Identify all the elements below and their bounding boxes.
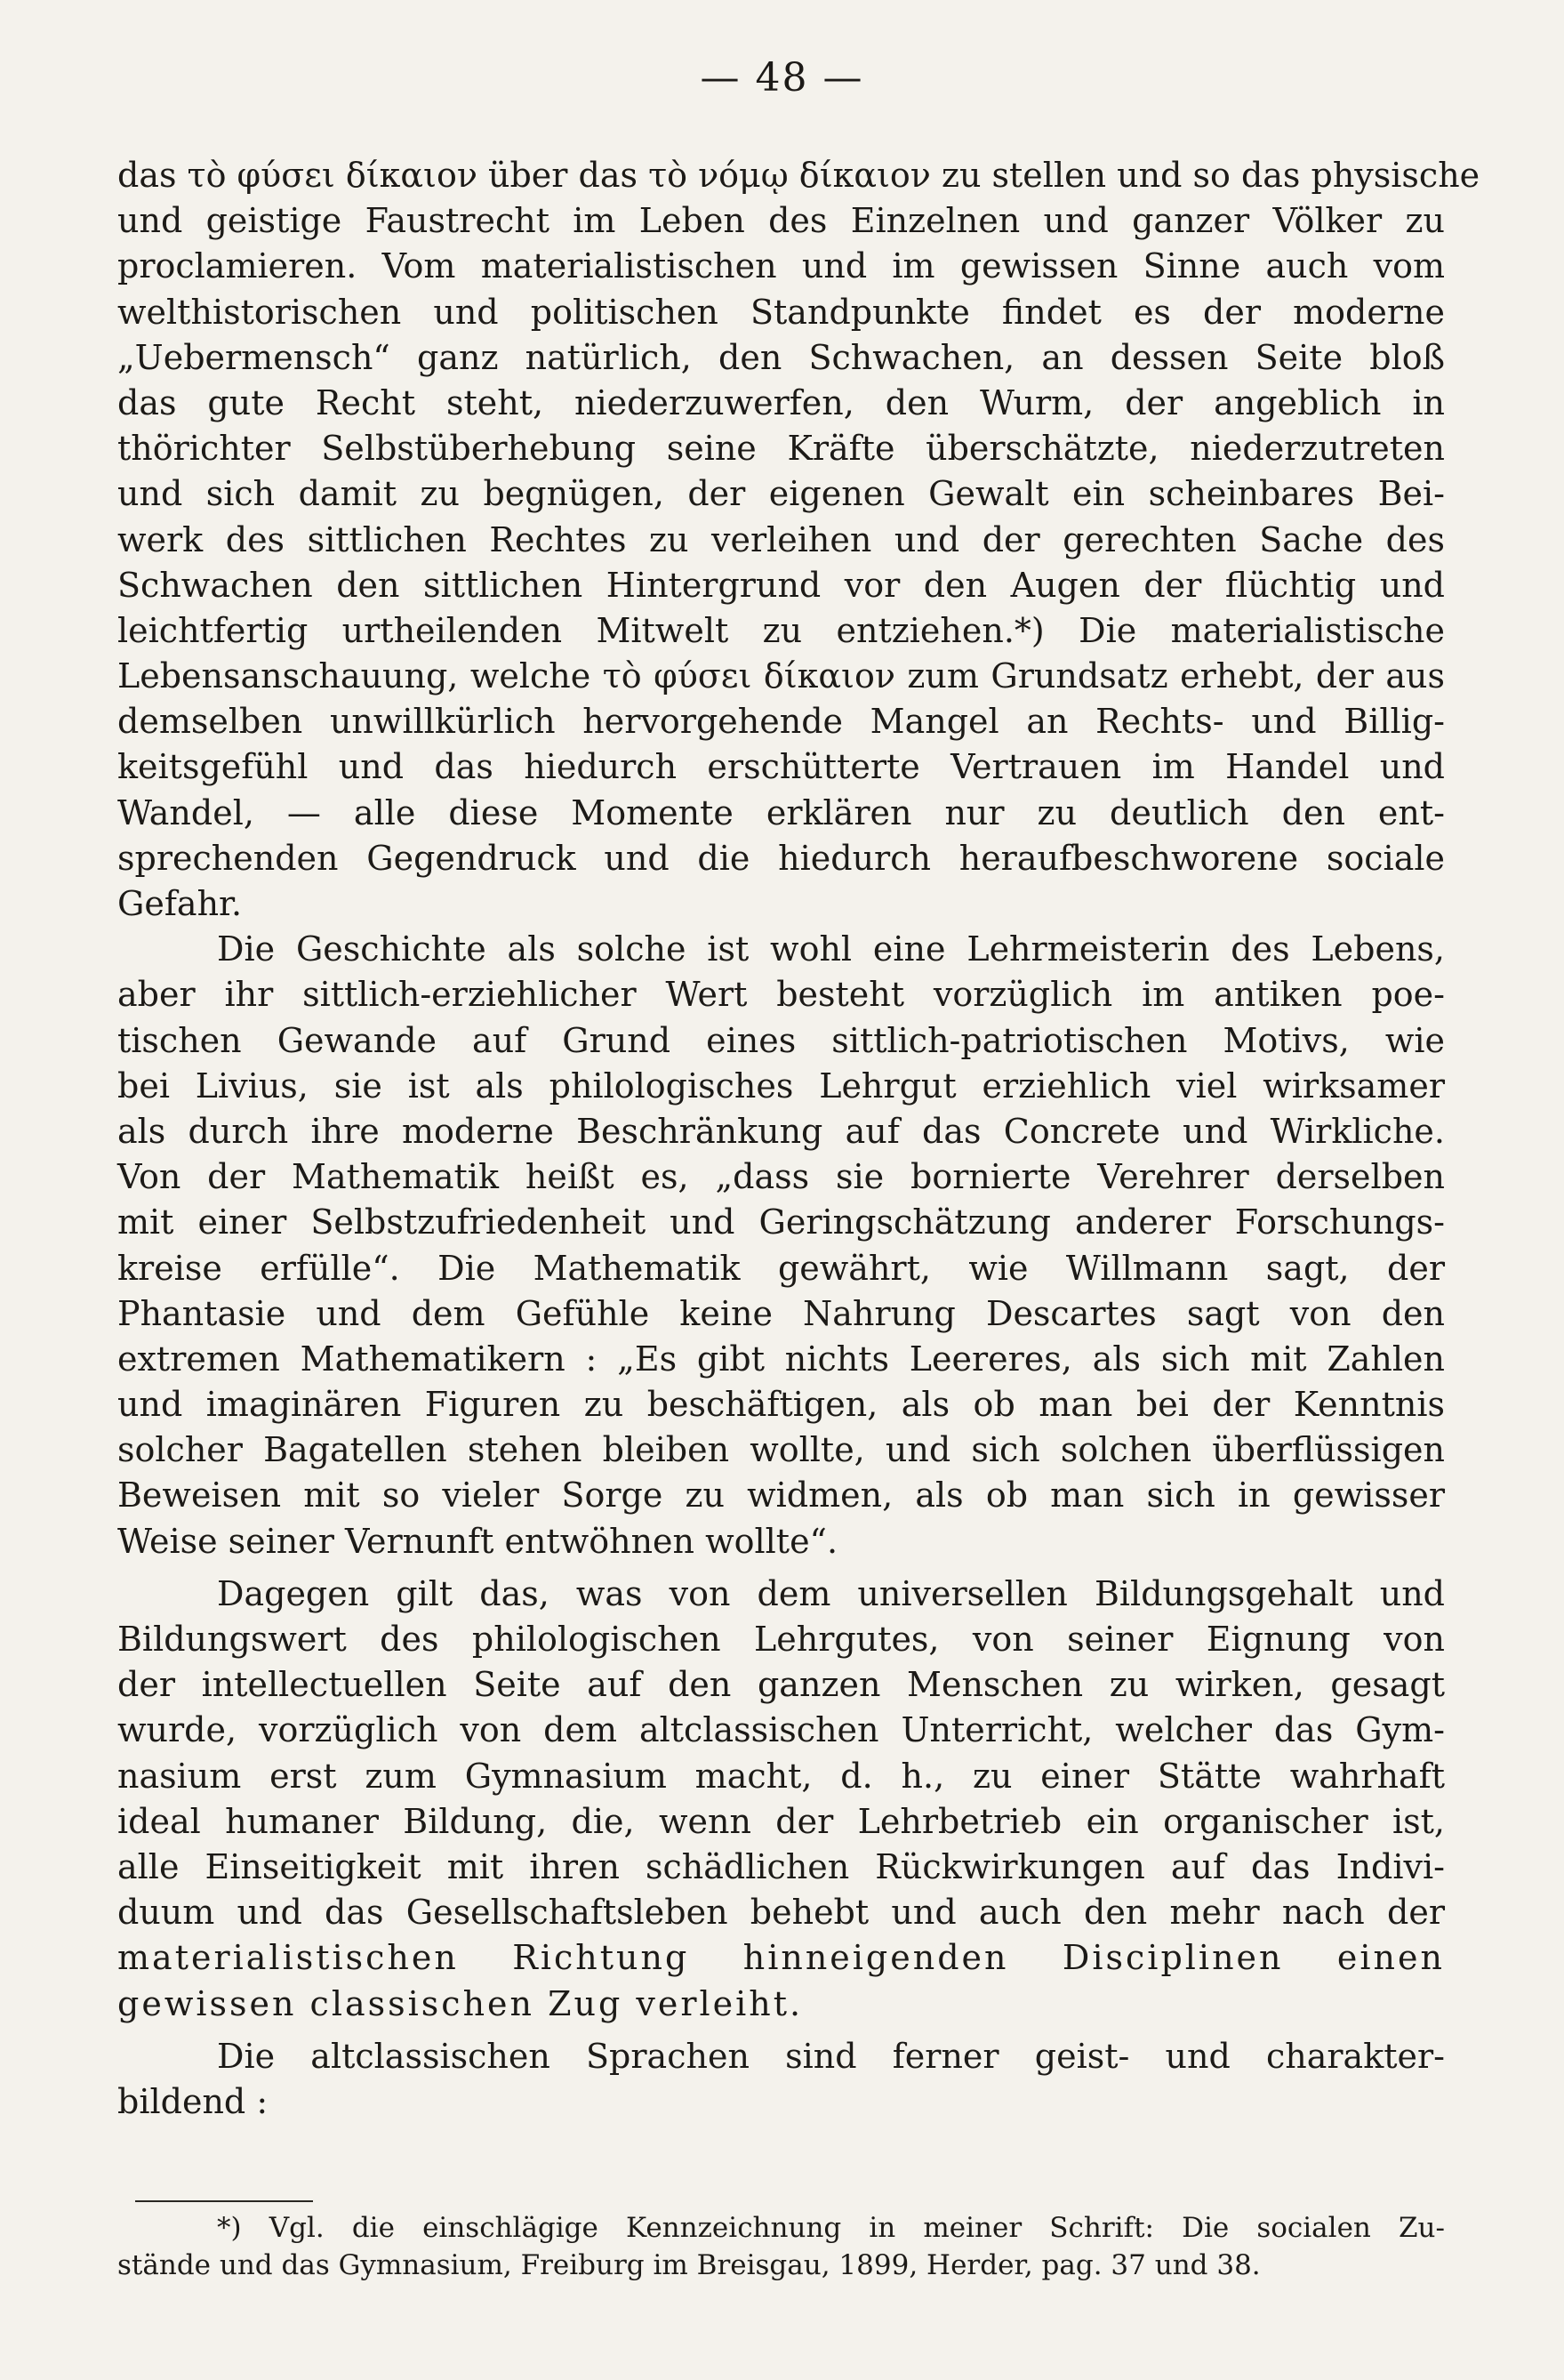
text-line: mit einer Selbstzufriedenheit und Geringschätzung anderer Forschungs- (117, 1202, 1445, 1242)
text-line: thörichter Selbstüberhebung seine Kräfte überschätzte, niederzutreten (117, 429, 1445, 469)
text-line: sprechenden Gegendruck und die hiedurch heraufbeschworene sociale (117, 838, 1445, 878)
paragraph-gap (117, 1564, 1445, 1572)
text-line: Wandel, — alle diese Momente erklären nur zu deutlich den ent- (117, 792, 1445, 832)
body-text (117, 153, 1480, 2125)
text-line: und imaginären Figuren zu beschäftigen, als ob man bei der Kenntnis (117, 1385, 1445, 1425)
page-number: — 48 — (700, 55, 864, 101)
text-line: das τὸ φύσει δίκαιον über das τὸ νόμῳ δίκαιον zu stellen und so das physische (117, 156, 1480, 195)
footnote-line: stände und das Gymnasium, Freiburg im Breisgau, 1899, Herder, pag. 37 und 38. (117, 2249, 1261, 2281)
footnote (117, 2209, 1445, 2284)
text-line: nasium erst zum Gymnasium macht, d. h., zu einer Stätte wahrhaft (117, 1756, 1445, 1796)
paragraph-3 (117, 1572, 1445, 2027)
text-line: und sich damit zu begnügen, der eigenen Gewalt ein scheinbares Bei- (117, 474, 1445, 514)
text-line: das gute Recht steht, niederzuwerfen, den Wurm, der angeblich in (117, 382, 1445, 422)
text-line: aber ihr sittlich-erziehlicher Wert besteht vorzüglich im antiken poe- (117, 975, 1445, 1015)
text-line: solcher Bagatellen stehen bleiben wollte, und sich solchen überflüssigen (117, 1430, 1445, 1470)
footnote-rule (135, 2200, 313, 2202)
text-line: keitsgefühl und das hiedurch erschütterte Vertrauen im Handel und (117, 747, 1445, 787)
text-line: duum und das Gesellschaftsleben behebt und auch den mehr nach der (117, 1893, 1445, 1933)
text-line: extremen Mathematikern : „Es gibt nichts Leereres, als sich mit Zahlen (117, 1339, 1445, 1379)
text-line: Weise seiner Vernunft entwöhnen wollte“. (117, 1521, 838, 1561)
text-line: gewissen classischen Zug verleiht. (117, 1983, 804, 2023)
text-line: „Uebermensch“ ganz natürlich, den Schwachen, an dessen Seite bloß (117, 337, 1445, 377)
paragraph-gap (117, 2027, 1445, 2034)
footnote-line: *) Vgl. die einschlägige Kennzeichnung in meiner Schrift: Die socialen Zu- (217, 2212, 1445, 2244)
text-line: Schwachen den sittlichen Hintergrund vor den Augen der flüchtig und (117, 565, 1445, 605)
text-line: Gefahr. (117, 884, 243, 923)
paragraph-2 (117, 927, 1445, 1564)
text-line: leichtfertig urtheilenden Mitwelt zu entziehen.*) Die materialistische (117, 610, 1445, 650)
text-line: Dagegen gilt das, was von dem universellen Bildungsgehalt und (217, 1573, 1445, 1613)
text-line: alle Einseitigkeit mit ihren schädlichen Rückwirkungen auf das Indivi- (117, 1846, 1445, 1886)
text-line: Die Geschichte als solche ist wohl eine Lehrmeisterin des Lebens, (217, 929, 1445, 969)
text-line: materialistischen Richtung hinneigenden Disciplinen einen (117, 1938, 1445, 1978)
text-line: Beweisen mit so vieler Sorge zu widmen, als ob man sich in gewisser (117, 1475, 1445, 1516)
text-line: der intellectuellen Seite auf den ganzen Menschen zu wirken, gesagt (117, 1665, 1445, 1705)
text-line: Lebensanschauung, welche τὸ φύσει δίκαιον zum Grundsatz erhebt, der aus (117, 656, 1445, 696)
text-line: Bildungswert des philologischen Lehrgutes, von seiner Eignung von (117, 1620, 1445, 1659)
text-line: tischen Gewande auf Grund eines sittlich-patriotischen Motivs, wie (117, 1020, 1445, 1060)
text-line: Von der Mathematik heißt es, „dass sie bornierte Verehrer derselben (117, 1157, 1445, 1197)
text-line: bildend : (117, 2081, 269, 2121)
text-line: welthistorischen und politischen Standpunkte findet es der moderne (117, 292, 1445, 332)
text-line: demselben unwillkürlich hervorgehende Mangel an Rechts- und Billig- (117, 702, 1445, 742)
text-line: Phantasie und dem Gefühle keine Nahrung Descartes sagt von den (117, 1293, 1445, 1333)
text-line: kreise erfülle“. Die Mathematik gewährt, wie Willmann sagt, der (117, 1248, 1445, 1288)
text-line: werk des sittlichen Rechtes zu verleihen und der gerechten Sache des (117, 519, 1445, 559)
text-line: bei Livius, sie ist als philologisches Lehrgut erziehlich viel wirksamer (117, 1065, 1445, 1106)
text-line: proclamieren. Vom materialistischen und im gewissen Sinne auch vom (117, 246, 1445, 286)
text-line: als durch ihre moderne Beschränkung auf das Concrete und Wirkliche. (117, 1111, 1445, 1151)
text-line: Die altclassischen Sprachen sind ferner geist- und charakter- (217, 2036, 1445, 2076)
paragraph-4 (117, 2034, 1445, 2125)
text-line: wurde, vorzüglich von dem altclassischen Unterricht, welcher das Gym- (117, 1710, 1445, 1750)
paragraph-1 (117, 153, 1480, 927)
text-line: und geistige Faustrecht im Leben des Einzelnen und ganzer Völker zu (117, 201, 1445, 241)
text-line: ideal humaner Bildung, die, wenn der Lehrbetrieb ein organischer ist, (117, 1801, 1445, 1841)
